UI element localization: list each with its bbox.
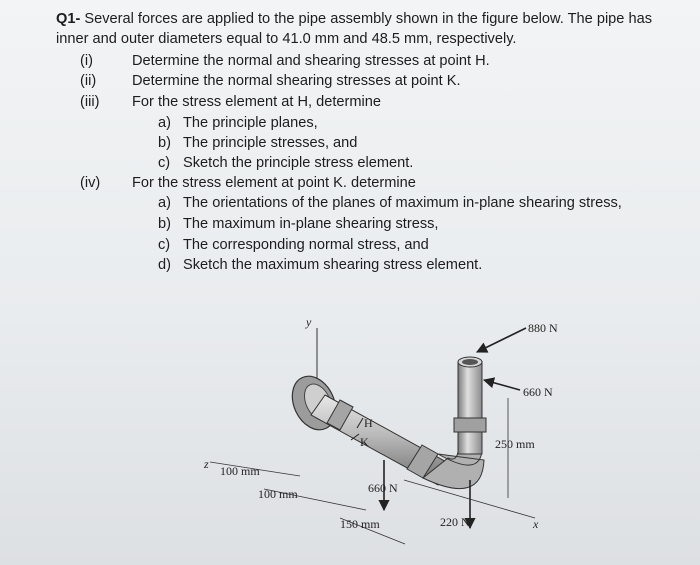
sub-letter: b) [158,216,171,232]
pipe-assembly-figure [190,300,700,565]
dim-250-label: 250 mm [495,437,535,451]
point-h-label: H [364,416,373,430]
dim-100b-label: 100 mm [258,487,298,501]
question-intro-line2: inner and outer diameters equal to 41.0 mm and 48.5 mm, respectively. [56,31,517,47]
part-text: Determine the normal shearing stresses at point K. [132,73,461,89]
sub-text: The orientations of the planes of maximum in-plane shearing stress, [183,195,622,211]
sub-text: The corresponding normal stress, and [183,237,429,253]
sub-letter: c) [158,237,171,253]
force-660-right-arrow [484,380,520,390]
y-axis-label: y [306,315,312,329]
part-number: (iv) [80,175,101,191]
vertical-pipe [458,362,482,454]
part-text: Determine the normal and shearing stresses at point H. [132,53,490,69]
sub-text: The principle stresses, and [183,135,358,151]
z-axis-label: z [204,457,209,471]
dim-150-label: 150 mm [340,517,380,531]
sub-text: The principle planes, [183,115,318,131]
x-axis-label: x [533,517,539,531]
sub-text: Sketch the principle stress element. [183,155,414,171]
point-k-label: K [360,435,369,449]
part-number: (ii) [80,73,97,89]
vertical-coupling [454,418,486,432]
sub-text: The maximum in-plane shearing stress, [183,216,439,232]
dim-100a-label: 100 mm [220,464,260,478]
force-880-label: 880 N [528,321,558,335]
sub-letter: d) [158,257,171,273]
part-number: (iii) [80,94,100,110]
intro-text-1: Several forces are applied to the pipe assembly shown in the figure below. The pipe has [84,11,653,27]
force-660-right-label: 660 N [523,385,553,399]
part-number: (i) [80,53,93,69]
question-number: Q1- [56,11,81,27]
force-880-arrow [477,328,526,352]
part-text: For the stress element at H, determine [132,94,382,110]
sub-text: Sketch the maximum shearing stress element. [183,257,483,273]
question-intro-line1 [56,10,652,28]
force-220-label: 220 N [440,515,470,529]
force-660-mid-label: 660 N [368,481,398,495]
part-text: For the stress element at point K. determine [132,175,416,191]
sub-letter: c) [158,155,171,171]
vertical-pipe-top-inner [462,359,478,365]
sub-letter: a) [158,195,171,211]
sub-letter: b) [158,135,171,151]
sub-letter: a) [158,115,171,131]
